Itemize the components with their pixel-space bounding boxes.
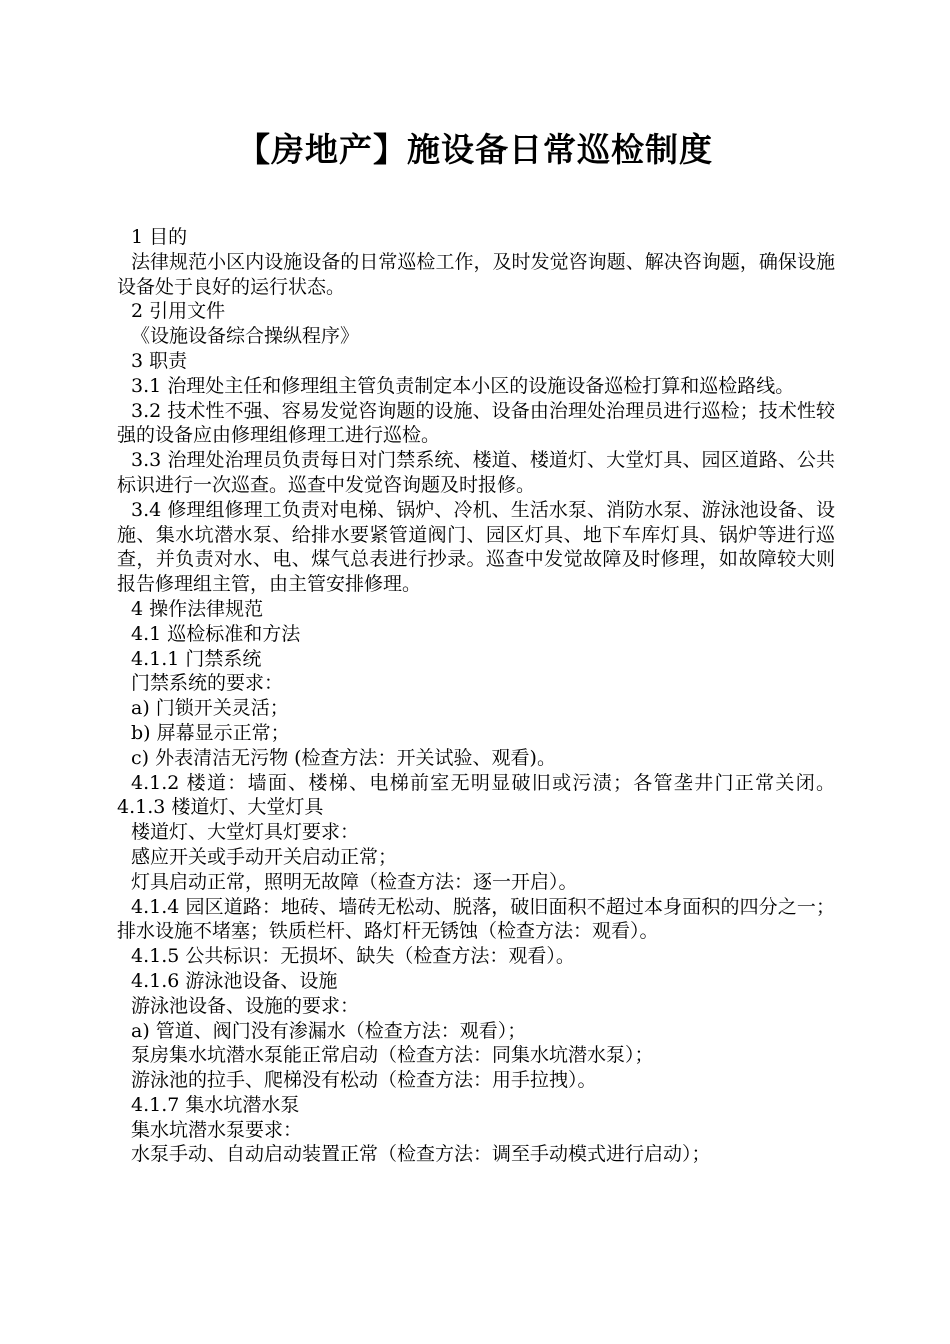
list-item: 水泵手动、自动启动装置正常（检查方法：调至手动模式进行启动）； bbox=[131, 1143, 711, 1166]
paragraph: 4.1.5 公共标识：无损坏、缺失（检查方法：观看）。 bbox=[131, 945, 575, 968]
paragraph: 楼道灯、大堂灯具灯要求： bbox=[131, 821, 360, 844]
list-item: a) 门锁开关灵活； bbox=[131, 697, 289, 720]
subsection-heading: 4.1.6 游泳池设备、设施 bbox=[131, 969, 338, 992]
subsection-heading: 4.1.1 门禁系统 bbox=[131, 647, 262, 670]
paragraph: 《设施设备综合操纵程序》 bbox=[131, 325, 360, 348]
list-item: b) 屏幕显示正常； bbox=[131, 721, 290, 744]
paragraph: 4.1.2 楼道：墙面、楼梯、电梯前室无明显破旧或污渍；各管垄井门正常关闭。4.1.3 楼道灯、大堂灯具 bbox=[117, 771, 835, 819]
list-item: a) 管道、阀门没有渗漏水（检查方法：观看）； bbox=[131, 1019, 527, 1042]
list-item: 灯具启动正常，照明无故障（检查方法：逐一开启）。 bbox=[131, 870, 578, 893]
list-item: 游泳池的拉手、爬梯没有松动（检查方法：用手拉拽）。 bbox=[131, 1069, 597, 1092]
paragraph: 游泳池设备、设施的要求： bbox=[131, 994, 360, 1017]
paragraph: 集水坑潜水泵要求： bbox=[131, 1118, 303, 1141]
paragraph: 4.1.4 园区道路：地砖、墙砖无松动、脱落，破旧面积不超过本身面积的四分之一；排水设施不堵塞；铁质栏杆、路灯杆无锈蚀（检查方法：观看）。 bbox=[117, 895, 835, 943]
section-heading: 3 职责 bbox=[131, 349, 188, 372]
list-item: c) 外表清洁无污物 (检查方法：开关试验、观看)。 bbox=[131, 746, 556, 769]
document-body bbox=[117, 225, 835, 1167]
paragraph: 法律规范小区内设施设备的日常巡检工作，及时发觉咨询题、解决咨询题，确保设施设备处于良好的运行状态。 bbox=[117, 250, 835, 298]
document-title: 【房地产】施设备日常巡检制度 bbox=[237, 130, 713, 169]
subsection-heading: 4.1 巡检标准和方法 bbox=[131, 622, 301, 645]
paragraph: 3.4 修理组修理工负责对电梯、锅炉、冷机、生活水泵、消防水泵、游泳池设备、设施、集水坑潜水泵、给排水要紧管道阀门、园区灯具、地下车库灯具、锅炉等进行巡查，并负责对水、电、煤气总表进行抄录。巡查中发觉故障及时修理，如故障较大则报告修理组主管，由主管安排修理。 bbox=[117, 498, 835, 596]
section-heading: 2 引用文件 bbox=[131, 300, 226, 323]
paragraph: 3.1 治理处主任和修理组主管负责制定本小区的设施设备巡检打算和巡检路线。 bbox=[131, 374, 795, 397]
paragraph: 门禁系统的要求： bbox=[131, 672, 284, 695]
list-item: 感应开关或手动开关启动正常； bbox=[131, 845, 398, 868]
section-heading: 1 目的 bbox=[131, 226, 188, 248]
paragraph: 3.2 技术性不强、容易发觉咨询题的设施、设备由治理处治理员进行巡检；技术性较强的设备应由修理组修理工进行巡检。 bbox=[117, 399, 835, 447]
list-item: 泵房集水坑潜水泵能正常启动（检查方法：同集水坑潜水泵）； bbox=[131, 1044, 654, 1067]
subsection-heading: 4.1.7 集水坑潜水泵 bbox=[131, 1093, 300, 1116]
paragraph: 3.3 治理处治理员负责每日对门禁系统、楼道、楼道灯、大堂灯具、园区道路、公共标识进行一次巡查。巡查中发觉咨询题及时报修。 bbox=[117, 449, 835, 496]
section-heading: 4 操作法律规范 bbox=[131, 597, 264, 620]
